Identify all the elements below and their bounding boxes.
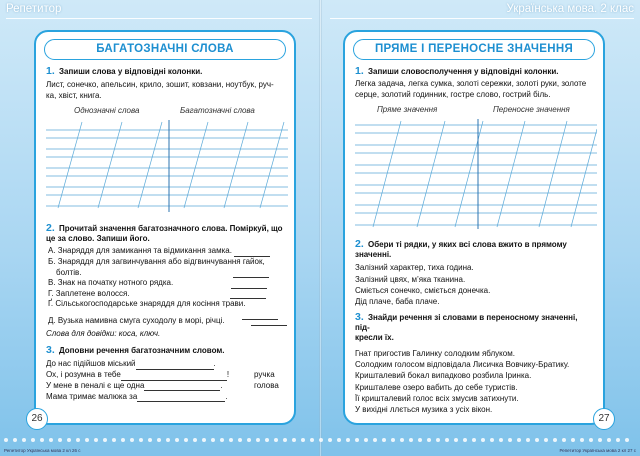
blank xyxy=(136,362,214,370)
right-task1-words-1: Легка задача, легка сумка, золоті сережки, золоті руки, золоте xyxy=(355,79,587,89)
footer-right: Репетитор Українська мова 2 кл 27 с xyxy=(559,448,636,453)
border-dot xyxy=(247,438,251,442)
left-task2-text-2: це за слово. Запиши його. xyxy=(46,234,150,244)
border-dot xyxy=(67,438,71,442)
border-dot xyxy=(22,438,26,442)
border-dot xyxy=(193,438,197,442)
right-task1-text: Запиши словосполучення у відповідні колонки. xyxy=(368,67,559,76)
border-dot xyxy=(400,438,404,442)
right-writing-grid xyxy=(355,119,597,229)
right-task1-heading xyxy=(355,66,593,77)
border-dot xyxy=(310,438,314,442)
border-dot xyxy=(535,438,539,442)
border-dot xyxy=(364,438,368,442)
left-page-card xyxy=(34,30,296,425)
border-dot xyxy=(4,438,8,442)
left-task1-text: Запиши слова у відповідні колонки. xyxy=(59,67,203,76)
fill-line-2-text: Ох, і розумна в тебе xyxy=(46,370,121,380)
border-dot xyxy=(436,438,440,442)
border-dot xyxy=(229,438,233,442)
right-col1-header: Пряме значення xyxy=(377,105,438,115)
border-dot xyxy=(13,438,17,442)
page-number-right: 27 xyxy=(593,408,615,430)
border-dot xyxy=(373,438,377,442)
right-column-headers xyxy=(355,105,593,117)
right-page-card xyxy=(343,30,605,425)
left-task2-options xyxy=(46,246,284,326)
border-dot xyxy=(112,438,116,442)
fill-line-2: Ох, і розумна в тебе ! ручка xyxy=(46,370,275,380)
border-dot xyxy=(319,438,323,442)
border-dot xyxy=(589,438,593,442)
right-col2-header: Переносне значення xyxy=(493,105,570,115)
right-task3-lines xyxy=(355,349,593,417)
fill-line-4-text: Мама тримає малюка за xyxy=(46,391,138,401)
border-dot xyxy=(418,438,422,442)
left-col1-header: Однозначні слова xyxy=(74,106,140,116)
right-task1-words-2: серце, золотий годинник, гостре слово, гострий біль. xyxy=(355,89,551,99)
side-word-1: ручка xyxy=(254,370,275,380)
border-dot xyxy=(598,438,602,442)
right-task3-line-5: Її кришталевий голос всіх змусив затихнути. xyxy=(355,394,519,404)
border-dot xyxy=(328,438,332,442)
border-dot xyxy=(562,438,566,442)
option-g-text: Ґ. Сільськогосподарське знаряддя для косіння трави. xyxy=(48,299,246,309)
border-dot xyxy=(544,438,548,442)
fill-line-1: До нас підійшов міський . xyxy=(46,359,216,369)
border-dot xyxy=(94,438,98,442)
option-b xyxy=(48,257,284,268)
border-dot xyxy=(211,438,215,442)
border-dot xyxy=(391,438,395,442)
border-dot xyxy=(256,438,260,442)
border-dot xyxy=(301,438,305,442)
border-dot xyxy=(508,438,512,442)
border-dot xyxy=(166,438,170,442)
left-task2-number: 2. xyxy=(46,221,55,234)
border-dot xyxy=(121,438,125,442)
header-left: Репетитор xyxy=(6,3,62,15)
border-dot xyxy=(355,438,359,442)
option-a-text: А. Знаряддя для замикання та відмикання замка. xyxy=(48,246,232,256)
border-dot xyxy=(517,438,521,442)
book-spine xyxy=(319,0,322,456)
right-task2-text: Обери ті рядки, у яких всі слова вжито в прямому значенні. xyxy=(355,239,567,260)
side-word-2: голова xyxy=(254,381,279,390)
border-dot xyxy=(184,438,188,442)
right-task3-line-2: Солодким голосом відповідала Лисичка Вовчику-Братику. xyxy=(355,360,570,370)
border-dot xyxy=(427,438,431,442)
border-dot xyxy=(175,438,179,442)
option-d-text: Д. Вузька намивна смуга суходолу в морі, річці. xyxy=(48,316,225,325)
right-task3-text-2: кресли їх. xyxy=(355,333,394,343)
header-rule-right xyxy=(330,18,634,19)
border-dot xyxy=(220,438,224,442)
right-task2-line-2: Залізний цвях, м’яка тканина. xyxy=(355,274,466,284)
option-b-text: Б. Знаряддя для загвинчування або відгвинчування гайок, xyxy=(48,257,265,267)
left-task2-hint: Слова для довідки: коса, ключ. xyxy=(46,328,161,338)
border-dot xyxy=(616,438,620,442)
blank xyxy=(144,383,220,391)
left-task3-text: Доповни речення багатозначним словом. xyxy=(59,346,225,355)
border-dot xyxy=(283,438,287,442)
border-dot xyxy=(292,438,296,442)
border-dot xyxy=(49,438,53,442)
left-task3-number: 3. xyxy=(46,344,55,356)
border-dot xyxy=(463,438,467,442)
border-dot xyxy=(553,438,557,442)
blank xyxy=(137,394,225,402)
border-dot xyxy=(472,438,476,442)
option-v xyxy=(48,278,284,289)
option-b-cont-text: болтів. xyxy=(56,267,82,277)
left-task2-heading xyxy=(46,223,284,245)
border-dot xyxy=(148,438,152,442)
border-dot xyxy=(454,438,458,442)
border-dot xyxy=(526,438,530,442)
right-task3-number: 3. xyxy=(355,310,364,323)
right-task3-line-1: Гнат пригостив Галинку солодким яблуком. xyxy=(355,348,515,358)
option-v-text: В. Знак на початку нотного рядка. xyxy=(48,278,174,288)
border-dot xyxy=(481,438,485,442)
border-dot xyxy=(337,438,341,442)
left-task1-number: 1. xyxy=(46,65,55,77)
right-task1-number: 1. xyxy=(355,65,364,77)
left-task3-lines xyxy=(46,359,284,402)
right-task2-lines xyxy=(355,263,593,308)
border-dot xyxy=(265,438,269,442)
page-number-left: 26 xyxy=(26,408,48,430)
option-d xyxy=(48,316,284,327)
blank xyxy=(121,373,227,381)
option-b-cont xyxy=(48,268,284,279)
fill-line-4: Мама тримає малюка за . xyxy=(46,391,228,401)
right-task2-number: 2. xyxy=(355,237,364,250)
footer-left: Репетитор Українська мова 2 кл 26 с xyxy=(4,448,81,453)
option-g xyxy=(48,299,284,310)
right-task3-line-6: У вихідні ллється музика з усіх вікон. xyxy=(355,405,493,415)
border-dot xyxy=(580,438,584,442)
decorative-dot-border xyxy=(0,436,640,444)
right-page-title: ПРЯМЕ І ПЕРЕНОСНЕ ЗНАЧЕННЯ xyxy=(353,39,595,60)
fill-line-3-text: У мене в пеналі є ще одна xyxy=(46,381,145,390)
border-dot xyxy=(157,438,161,442)
option-a xyxy=(48,246,284,257)
border-dot xyxy=(202,438,206,442)
border-dot xyxy=(85,438,89,442)
border-dot xyxy=(409,438,413,442)
fill-line-1-text: До нас підійшов міський xyxy=(46,359,136,369)
border-dot xyxy=(31,438,35,442)
right-task2-line-3: Сміється сонечко, сміється донечка. xyxy=(355,286,491,296)
option-h xyxy=(48,289,284,300)
border-dot xyxy=(490,438,494,442)
right-task3-heading xyxy=(355,312,593,344)
border-dot xyxy=(274,438,278,442)
left-task3-heading xyxy=(46,345,284,356)
left-col2-header: Багатозначні слова xyxy=(180,106,255,116)
header-right: Українська мова. 2 клас xyxy=(506,3,634,15)
border-dot xyxy=(445,438,449,442)
right-task3-line-4: Кришталеве озеро вабить до себе туристів. xyxy=(355,382,518,392)
header-rule-left xyxy=(6,18,312,19)
border-dot xyxy=(130,438,134,442)
border-dot xyxy=(625,438,629,442)
border-dot xyxy=(346,438,350,442)
left-writing-grid xyxy=(46,120,288,212)
border-dot xyxy=(76,438,80,442)
border-dot xyxy=(58,438,62,442)
option-h-text: Г. Заплетене волосся. xyxy=(48,288,130,298)
right-task2-line-1: Залізний характер, тиха година. xyxy=(355,263,474,273)
left-task1-words-2: ка, хвіст, книга. xyxy=(46,90,102,100)
right-task3-text-1: Знайди речення зі словами в переносному значенні, під- xyxy=(355,312,578,333)
left-task2-text-1: Прочитай значення багатозначного слова. Поміркуй, що xyxy=(59,223,283,233)
left-task1-words-1: Лист, сонечко, апельсин, крило, зошит, ковзани, ноутбук, руч- xyxy=(46,80,274,90)
border-dot xyxy=(382,438,386,442)
right-task2-line-4: Дід плаче, баба плаче. xyxy=(355,297,440,307)
border-dot xyxy=(139,438,143,442)
border-dot xyxy=(499,438,503,442)
left-page-title: БАГАТОЗНАЧНІ СЛОВА xyxy=(44,39,286,60)
right-task2-heading xyxy=(355,239,593,261)
border-dot xyxy=(238,438,242,442)
border-dot xyxy=(607,438,611,442)
border-dot xyxy=(40,438,44,442)
answer-line xyxy=(251,325,287,326)
border-dot xyxy=(103,438,107,442)
left-task1-heading xyxy=(46,66,284,77)
border-dot xyxy=(571,438,575,442)
right-task3-line-3: Кришталевий бокал випадково розбила Іринка. xyxy=(355,371,532,381)
left-column-headers xyxy=(46,106,284,118)
fill-line-3: У мене в пеналі є ще одна . голова xyxy=(46,381,279,390)
